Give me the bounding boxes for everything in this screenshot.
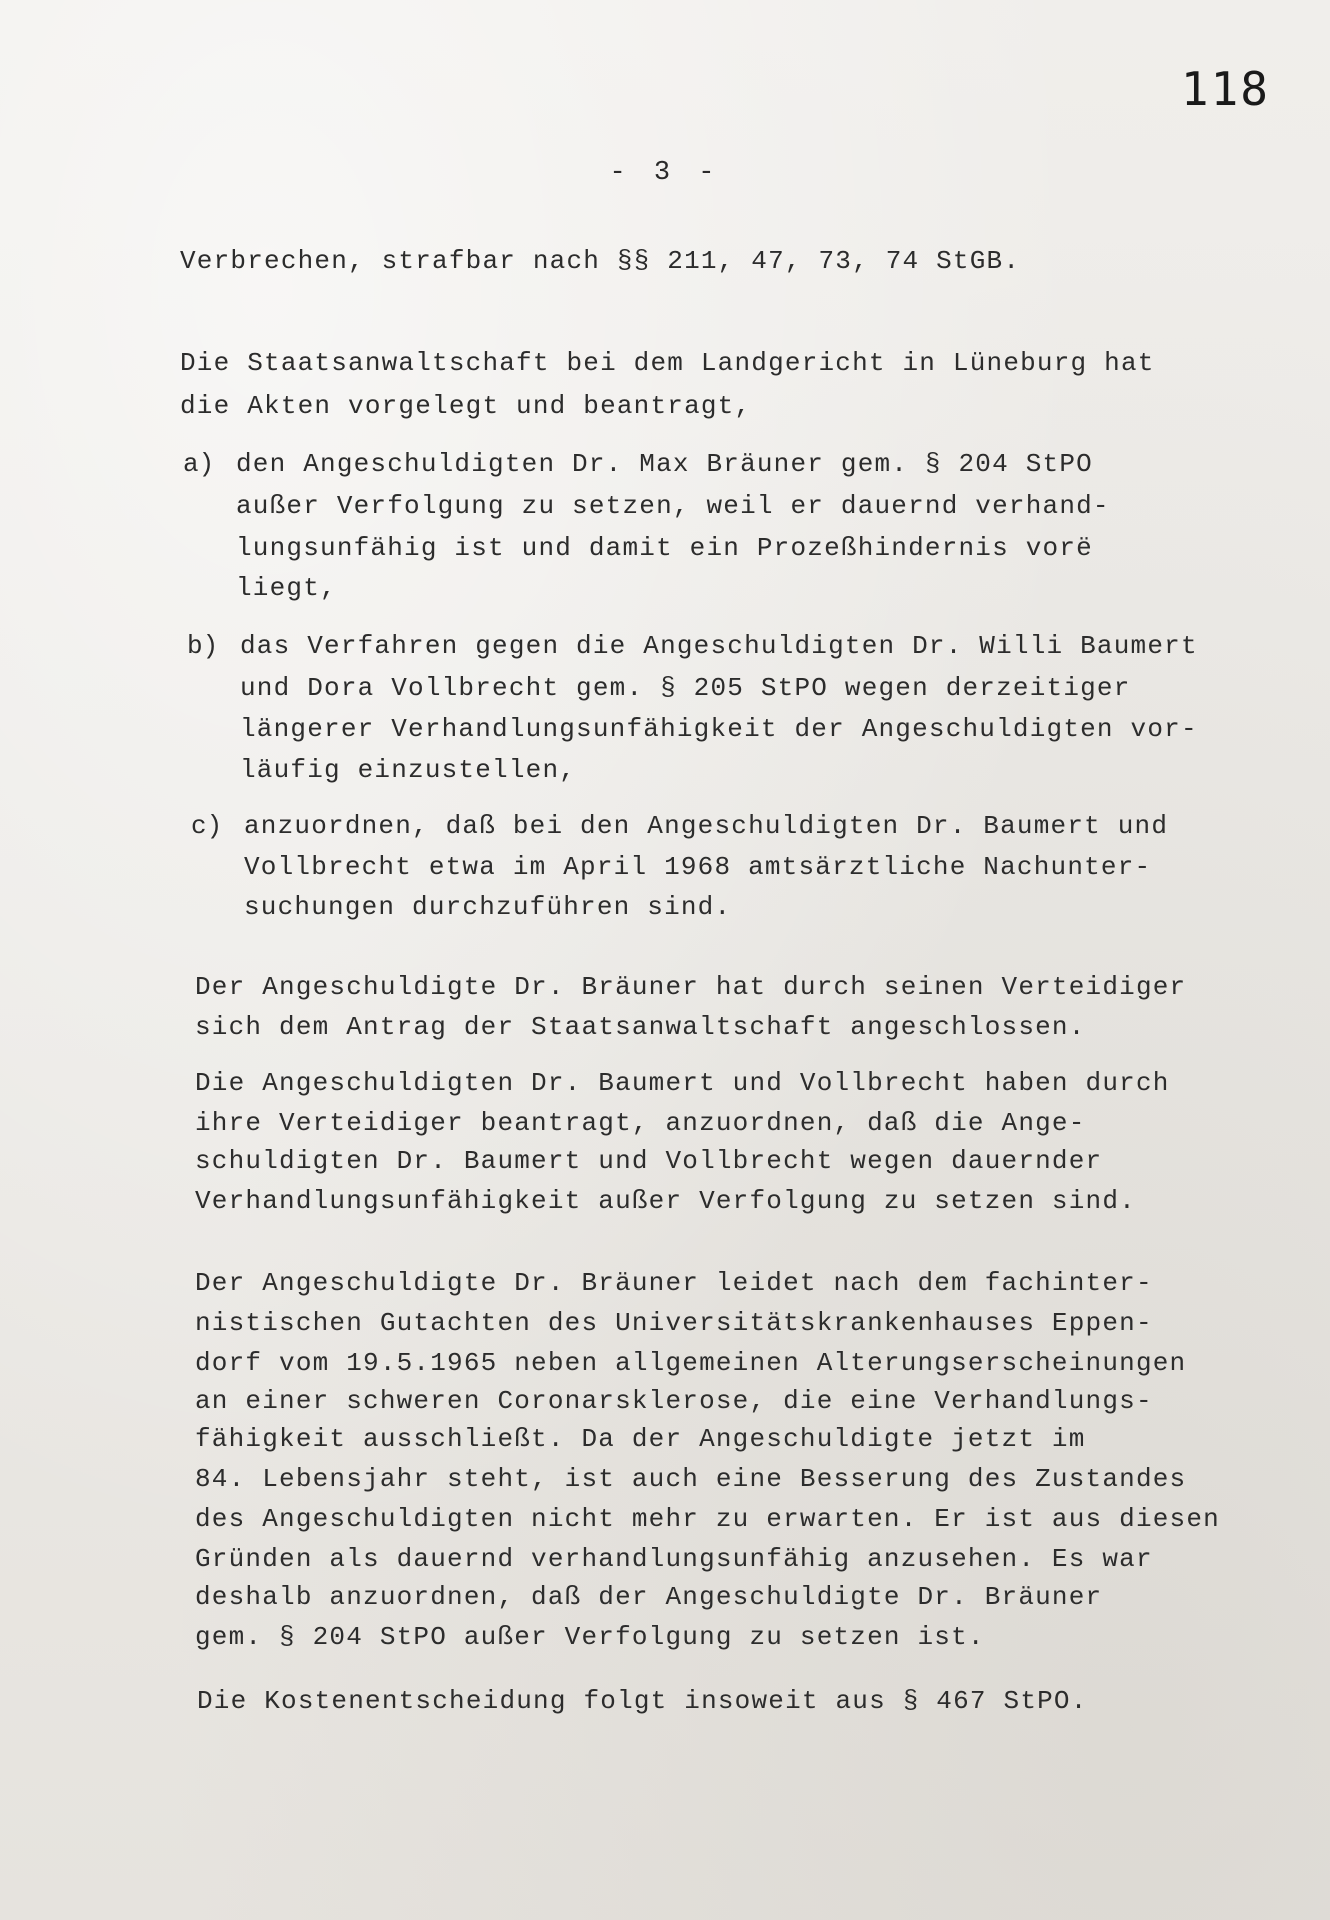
list-item-line: lungsunfähig ist und damit ein Prozeßhindernis vorë — [236, 533, 1093, 563]
list-marker-a: a) — [183, 449, 215, 479]
page-number: - 3 - — [609, 158, 721, 188]
paragraph-line: fähigkeit ausschließt. Da der Angeschuldigte jetzt im — [195, 1424, 1086, 1454]
folio-number: 118 — [1180, 62, 1270, 116]
list-item-line: den Angeschuldigten Dr. Max Bräuner gem. § 204 StPO — [236, 449, 1093, 479]
paragraph-line: ihre Verteidiger beantragt, anzuordnen, daß die Ange- — [195, 1108, 1086, 1138]
paragraph-line: Die Angeschuldigten Dr. Baumert und Vollbrecht haben durch — [195, 1068, 1170, 1098]
paragraph-line: schuldigten Dr. Baumert und Vollbrecht wegen dauernder — [195, 1146, 1103, 1176]
list-marker-c: c) — [191, 811, 223, 841]
list-item-line: und Dora Vollbrecht gem. § 205 StPO wegen derzeitiger — [240, 673, 1131, 703]
paragraph-line: Die Kostenentscheidung folgt insoweit aus § 467 StPO. — [197, 1686, 1088, 1716]
paragraph-line: 84. Lebensjahr steht, ist auch eine Besserung des Zustandes — [195, 1464, 1187, 1494]
list-item-line: anzuordnen, daß bei den Angeschuldigten Dr. Baumert und — [244, 811, 1169, 841]
paragraph-line: des Angeschuldigten nicht mehr zu erwarten. Er ist aus diesen — [195, 1504, 1220, 1534]
list-item-line: außer Verfolgung zu setzen, weil er dauernd verhand- — [236, 491, 1110, 521]
list-item-line: liegt, — [236, 573, 337, 603]
intro-line: die Akten vorgelegt und beantragt, — [180, 391, 752, 421]
list-item-line: läufig einzustellen, — [240, 755, 577, 785]
list-item-line: längerer Verhandlungsunfähigkeit der Angeschuldigten vor- — [240, 714, 1198, 744]
list-item-line: Vollbrecht etwa im April 1968 amtsärztliche Nachunter- — [244, 852, 1152, 882]
paragraph-line: Der Angeschuldigte Dr. Bräuner leidet nach dem fachinter- — [195, 1268, 1153, 1298]
paragraph-line: nistischen Gutachten des Universitätskrankenhauses Eppen- — [195, 1308, 1153, 1338]
paragraph-line: Gründen als dauernd verhandlungsunfähig anzusehen. Es war — [195, 1544, 1153, 1574]
list-item-line: das Verfahren gegen die Angeschuldigten Dr. Willi Baumert — [240, 631, 1198, 661]
list-marker-b: b) — [187, 631, 219, 661]
paragraph-line: Verhandlungsunfähigkeit außer Verfolgung zu setzen sind. — [195, 1186, 1136, 1216]
paragraph-line: sich dem Antrag der Staatsanwaltschaft angeschlossen. — [195, 1012, 1086, 1042]
intro-line: Die Staatsanwaltschaft bei dem Landgericht in Lüneburg hat — [180, 348, 1155, 378]
paragraph-line: an einer schweren Coronarsklerose, die eine Verhandlungs- — [195, 1386, 1153, 1416]
paragraph-line: deshalb anzuordnen, daß der Angeschuldigte Dr. Bräuner — [195, 1582, 1103, 1612]
list-item-line: suchungen durchzuführen sind. — [244, 892, 732, 922]
opening-line: Verbrechen, strafbar nach §§ 211, 47, 73, 74 StGB. — [180, 246, 1021, 276]
paragraph-line: gem. § 204 StPO außer Verfolgung zu setzen ist. — [195, 1622, 985, 1652]
paragraph-line: Der Angeschuldigte Dr. Bräuner hat durch seinen Verteidiger — [195, 972, 1187, 1002]
paragraph-line: dorf vom 19.5.1965 neben allgemeinen Alterungserscheinungen — [195, 1348, 1187, 1378]
